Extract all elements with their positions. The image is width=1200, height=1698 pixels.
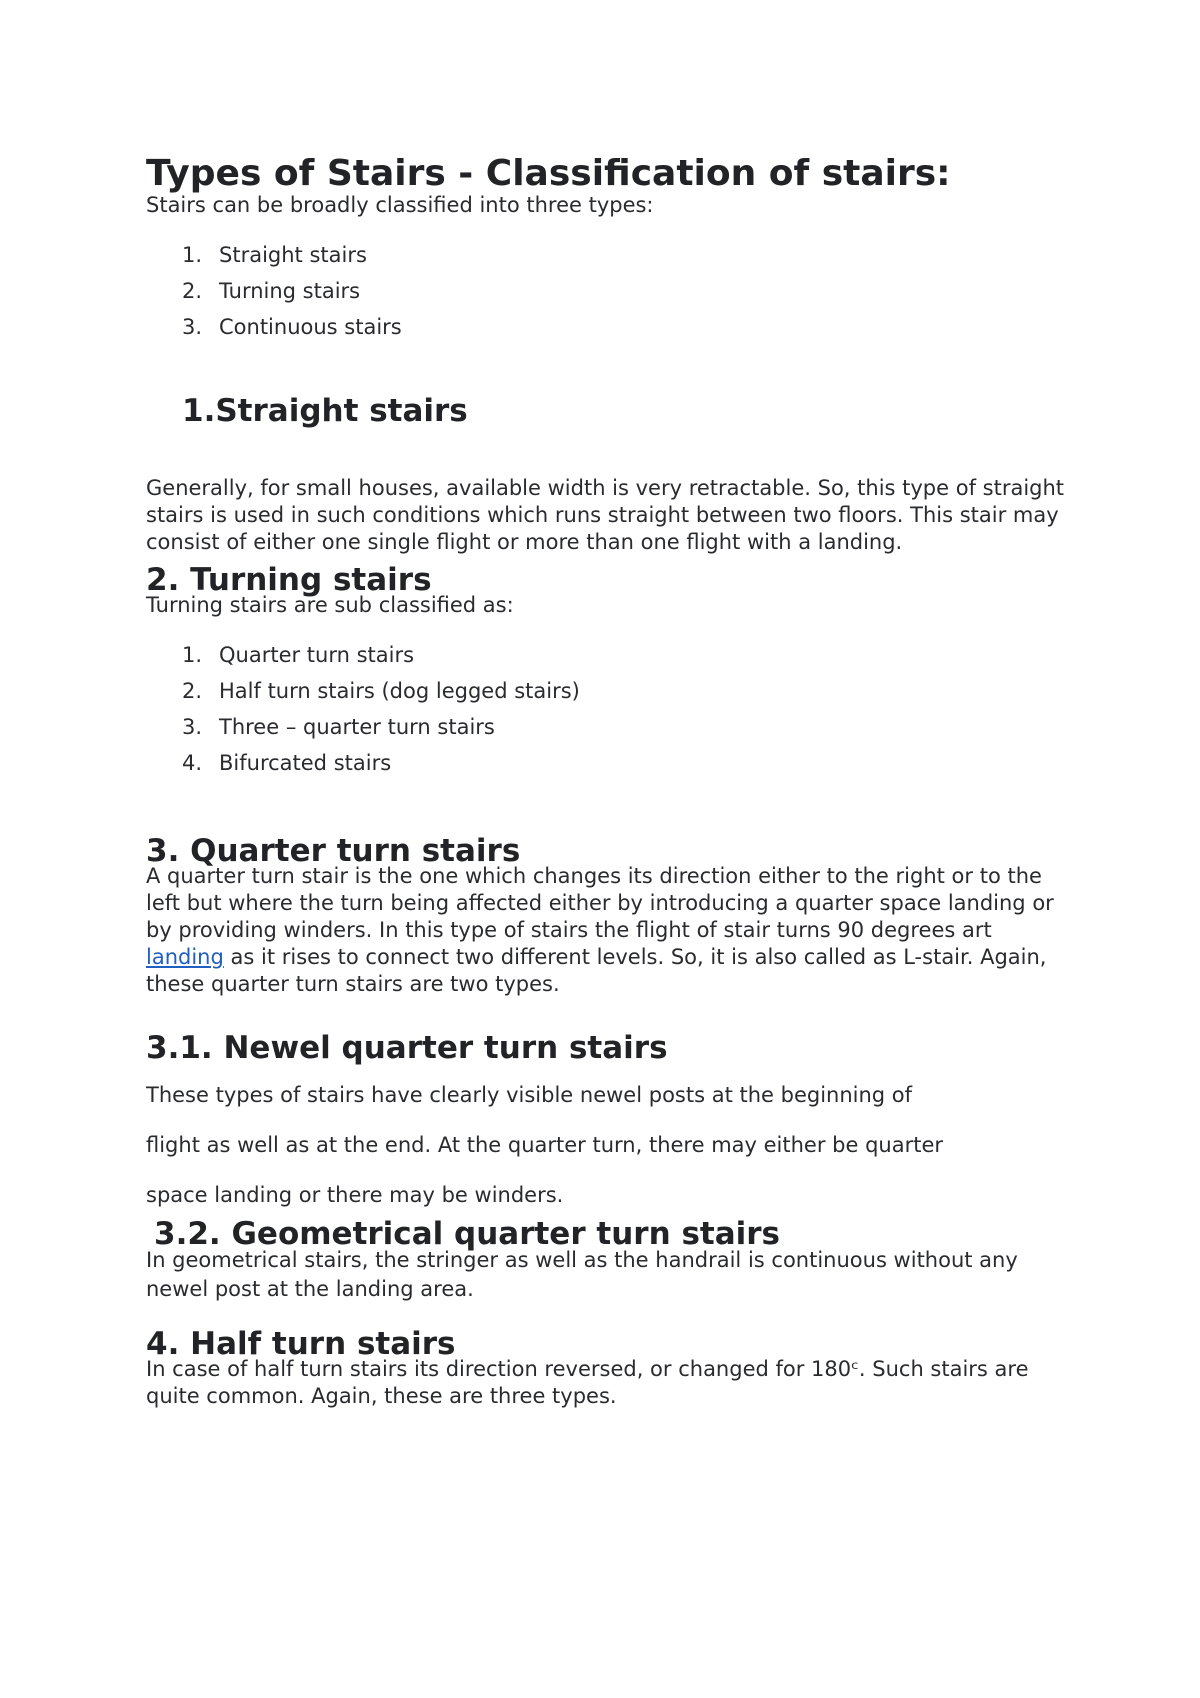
- half-paragraph: In case of half turn stairs its direction reversed, or changed for 180ᶜ. Such stairs are quite common. Again, these are three types.: [146, 1357, 1029, 1408]
- turning-intro: Turning stairs are sub classified as:: [146, 593, 514, 617]
- document-page: [146, 150, 1066, 1410]
- newel-paragraph: [146, 1070, 1066, 1220]
- newel-line: flight as well as at the end. At the quarter turn, there may either be quarter: [146, 1133, 944, 1157]
- quarter-paragraph: A quarter turn stair is the one which changes its direction either to the right or to the left but where the turn being affected either by introducing a quarter space landing or by providing winders. In this type of stairs the flight of stair turns 90 degrees art landing as it rises to connect two different levels. So, it is also called as L-stair. Again, these quarter turn stairs are two types.: [146, 864, 1054, 996]
- section-heading-turning: 2. Turning stairs: [146, 562, 432, 598]
- list-item: 1. Straight stairs: [182, 243, 367, 267]
- list-item: 3. Continuous stairs: [182, 315, 402, 339]
- landing-link[interactable]: landing: [146, 945, 224, 969]
- turning-list: [146, 637, 1066, 781]
- page-title: Types of Stairs - Classification of stairs:: [146, 153, 951, 194]
- intro-paragraph: Stairs can be broadly classified into three types:: [146, 193, 654, 217]
- geometrical-paragraph: In geometrical stairs, the stringer as well as the handrail is continuous without any newel post at the landing area.: [146, 1248, 1018, 1301]
- section-heading-newel: 3.1. Newel quarter turn stairs: [146, 1030, 668, 1066]
- list-item: 4. Bifurcated stairs: [182, 751, 392, 775]
- section-heading-quarter: 3. Quarter turn stairs: [146, 833, 521, 869]
- list-item: 1. Quarter turn stairs: [182, 643, 415, 667]
- section-heading-half: 4. Half turn stairs: [146, 1326, 456, 1362]
- list-item: 2. Turning stairs: [182, 279, 361, 303]
- straight-paragraph: Generally, for small houses, available width is very retractable. So, this type of straight stairs is used in such conditions which runs straight between two floors. This stair may consist of either one single flight or more than one flight with a landing.: [146, 476, 1065, 554]
- types-list: [146, 237, 1066, 345]
- section-heading-geometrical: 3.2. Geometrical quarter turn stairs: [154, 1216, 781, 1252]
- section-heading-straight: 1.Straight stairs: [182, 393, 468, 429]
- list-item: 3. Three – quarter turn stairs: [182, 715, 495, 739]
- newel-line: space landing or there may be winders.: [146, 1183, 564, 1207]
- newel-line: These types of stairs have clearly visible newel posts at the beginning of: [146, 1083, 913, 1107]
- list-item: 2. Half turn stairs (dog legged stairs): [182, 679, 580, 703]
